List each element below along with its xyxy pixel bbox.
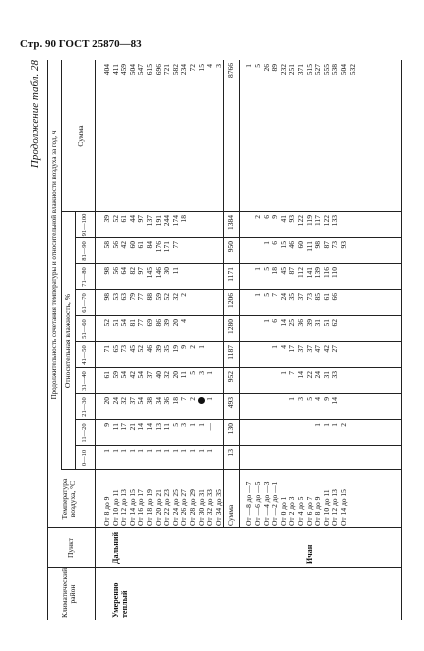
range-header-3: 31—40 <box>81 371 88 391</box>
table-cell: 1 <box>179 449 189 453</box>
table-cell: 66 <box>330 293 340 301</box>
table-cell: 11 <box>110 423 120 431</box>
table-cell: 5 <box>170 423 180 427</box>
table-cell: 1 <box>145 449 154 453</box>
table-cell: 53 <box>110 293 120 301</box>
table-cell: 37 <box>304 345 314 353</box>
table-cell: 30 <box>162 267 172 275</box>
row-sum-cell: 721 <box>162 64 172 76</box>
range-header-1: 11—20 <box>81 423 88 443</box>
table-cell: 17 <box>119 423 129 431</box>
table-cell: 6 <box>270 241 280 245</box>
table-cell: 3 <box>196 371 206 375</box>
total-cell: 950 <box>226 241 236 253</box>
table-cell: 32 <box>119 397 129 405</box>
table-cell: 2 <box>339 423 348 427</box>
table-cell: 42 <box>119 241 129 249</box>
temp-row-label: От 30 до 31 <box>196 489 206 526</box>
table-cell: 51 <box>321 319 331 327</box>
temp-row-label: От 10 до 11 <box>110 489 120 526</box>
table-cell: 11 <box>179 371 189 379</box>
table-cell: 1 <box>196 449 206 453</box>
data-table <box>47 60 401 620</box>
rotated-table-page <box>29 60 401 620</box>
table-cell: 1 <box>205 449 215 453</box>
table-cell: 14 <box>278 319 288 327</box>
table-cell: 46 <box>287 241 297 249</box>
table-cell: 122 <box>321 215 331 227</box>
table-cell: 2 <box>253 215 262 219</box>
col-rule-1 <box>47 567 401 568</box>
table-cell: 174 <box>170 215 180 227</box>
row-sum-cell: 547 <box>136 64 146 76</box>
total-cell: 1280 <box>226 319 236 334</box>
table-cell: 9 <box>321 397 331 401</box>
row-sum-cell: 1 <box>244 64 254 68</box>
table-cell: 141 <box>304 267 314 279</box>
table-cell: 34 <box>153 397 163 405</box>
table-cell: 119 <box>304 215 314 226</box>
table-cell: 44 <box>127 215 137 223</box>
row-sum-cell: 72 <box>188 64 197 72</box>
continuation-label: Продолжение табл. 28 <box>29 60 41 169</box>
table-cell: 5 <box>261 267 271 271</box>
table-cell: 93 <box>339 241 348 249</box>
table-cell: 82 <box>127 267 137 275</box>
table-cell: 79 <box>127 293 137 301</box>
table-cell: 5 <box>261 293 271 297</box>
temp-row-label: От 14 до 15 <box>339 489 348 526</box>
row-sum-cell: 532 <box>347 64 357 76</box>
table-cell: 1 <box>196 423 206 427</box>
table-cell: 9 <box>270 215 280 219</box>
table-cell: 73 <box>119 345 129 353</box>
table-cell: 171 <box>162 241 172 253</box>
table-cell: 37 <box>296 345 305 353</box>
temp-row-label: От 20 до 21 <box>153 489 163 526</box>
table-cell: 58 <box>102 241 111 249</box>
total-cell: 1171 <box>226 267 236 282</box>
table-cell: 7 <box>287 371 297 375</box>
range-header-2: 21—30 <box>81 397 88 417</box>
row-sum-cell: 26 <box>261 64 271 72</box>
table-title: Продолжительность сочетания температуры и относительной влажности воздуха за год, ч <box>50 130 58 400</box>
table-cell: 54 <box>136 397 146 405</box>
table-cell: 20 <box>170 371 180 379</box>
continuation-row <box>29 60 43 620</box>
table-cell: 85 <box>313 293 323 301</box>
table-cell: 64 <box>119 267 129 275</box>
row-sum-cell: 555 <box>321 64 331 76</box>
temp-row-label: От 0 до 1 <box>278 496 288 526</box>
temp-row-label: От —6 до —5 <box>253 481 262 526</box>
total-top-rule <box>223 60 224 528</box>
temp-row-label: От 22 до 23 <box>162 489 172 526</box>
table-cell: 45 <box>127 345 137 353</box>
total-cell: 1384 <box>226 215 236 230</box>
total-bottom-rule <box>239 60 240 528</box>
table-cell: 56 <box>110 267 120 275</box>
table-cell: 9 <box>102 423 111 427</box>
table-cell: 54 <box>136 371 146 379</box>
total-cell: 1187 <box>226 345 236 360</box>
table-cell: 61 <box>102 371 111 379</box>
table-cell: 116 <box>321 267 331 278</box>
table-cell: 111 <box>304 241 314 252</box>
row-sum-cell: 5 <box>253 64 262 68</box>
row-sum-cell: 4 <box>205 64 215 68</box>
table-cell: 4 <box>278 345 288 349</box>
total-cell: 8766 <box>226 63 236 78</box>
table-cell: 73 <box>304 293 314 301</box>
table-cell: 6 <box>261 215 271 219</box>
title-under-rule <box>61 60 62 470</box>
table-cell: 5 <box>188 371 197 375</box>
table-cell: 19 <box>170 345 180 353</box>
humidity-header: Относительная влажность, % <box>63 293 72 389</box>
total-cell: 1206 <box>226 293 236 308</box>
table-cell: 39 <box>304 319 314 327</box>
range-header-7: 71—80 <box>81 267 88 287</box>
range-header-6: 61—70 <box>81 293 88 313</box>
table-cell: 62 <box>330 319 340 327</box>
table-cell: 117 <box>313 215 323 226</box>
table-cell: 52 <box>102 319 111 327</box>
table-cell: 18 <box>170 397 180 405</box>
temp-row-label: От 16 до 17 <box>136 489 146 526</box>
table-cell: 9 <box>179 345 189 349</box>
table-cell: 31 <box>313 319 323 327</box>
table-cell: 31 <box>321 371 331 379</box>
table-cell: 1 <box>136 449 146 453</box>
temp-row-label: От 26 до 27 <box>179 489 189 526</box>
table-cell: 2 <box>188 345 197 349</box>
table-cell: 122 <box>296 215 305 227</box>
table-cell: 24 <box>313 371 323 379</box>
total-cell: 130 <box>226 423 236 435</box>
table-cell: 98 <box>102 267 111 275</box>
table-cell: 1 <box>110 449 120 453</box>
table-cell: 2 <box>179 293 189 297</box>
table-cell: 191 <box>153 215 163 227</box>
table-cell: 137 <box>145 215 154 227</box>
row-sum-cell: 89 <box>270 64 280 72</box>
table-cell: 27 <box>330 345 340 353</box>
row-sum-cell: 234 <box>179 64 189 76</box>
table-cell: 86 <box>153 319 163 327</box>
table-cell: 25 <box>287 319 297 327</box>
table-cell: 61 <box>136 241 146 249</box>
row-sum-cell: 459 <box>119 64 129 76</box>
table-cell: 33 <box>330 371 340 379</box>
table-cell: 59 <box>110 371 120 379</box>
table-cell: 54 <box>119 371 129 379</box>
table-cell: 1 <box>162 449 172 453</box>
table-cell: 87 <box>287 267 297 275</box>
temp-row-label: От 8 до 9 <box>313 496 323 526</box>
table-cell: 98 <box>313 241 323 249</box>
table-cell: 1 <box>278 371 288 375</box>
climate-region-header: Климатический район <box>60 567 77 618</box>
point-header: Пункт <box>66 538 75 559</box>
table-cell: 35 <box>162 345 172 353</box>
temp-row-label: От 28 до 29 <box>188 489 197 526</box>
temp-row-label: От 6 до 7 <box>304 496 314 526</box>
row-sum-cell: 15 <box>196 64 206 72</box>
total-cell: 952 <box>226 371 236 383</box>
table-cell: 42 <box>321 345 331 353</box>
row-sum-cell: 615 <box>145 64 154 76</box>
table-cell: 1 <box>119 449 129 453</box>
table-cell: — <box>205 423 215 431</box>
table-cell: 7 <box>179 397 189 401</box>
table-cell: 112 <box>296 267 305 278</box>
table-cell: 52 <box>162 293 172 301</box>
temp-row-label: От 8 до 9 <box>102 496 111 526</box>
row-sum-cell: 504 <box>339 64 348 76</box>
table-cell: 110 <box>330 267 340 278</box>
temp-row-label: От 32 до 33 <box>205 489 215 526</box>
table-cell: 21 <box>127 423 137 431</box>
table-cell: 7 <box>270 293 280 297</box>
table-cell: 35 <box>287 293 297 301</box>
table-cell: 98 <box>102 293 111 301</box>
table-cell: 93 <box>287 215 297 223</box>
table-cell: 54 <box>119 319 129 327</box>
table-cell: 1 <box>102 449 111 453</box>
table-cell: 1 <box>153 449 163 453</box>
table-cell: 39 <box>153 345 163 353</box>
table-cell: 97 <box>136 215 146 223</box>
table-cell: 37 <box>127 397 137 405</box>
table-cell: 60 <box>127 241 137 249</box>
range-header-8: 81—90 <box>81 241 88 261</box>
temp-row-label: От 12 до 13 <box>119 489 129 526</box>
table-cell: 63 <box>119 293 129 301</box>
table-cell: 1 <box>170 449 180 453</box>
table-cell: 40 <box>153 371 163 379</box>
table-cell: 18 <box>270 267 280 275</box>
table-cell: 14 <box>330 397 340 405</box>
table-cell: 1 <box>313 423 323 427</box>
temp-row-label: От —2 до —1 <box>270 481 280 526</box>
total-cell: 493 <box>226 397 236 409</box>
table-cell: 5 <box>304 397 314 401</box>
table-cell: 22 <box>304 371 314 379</box>
table-cell: 3 <box>296 397 305 401</box>
table-cell: 42 <box>127 371 137 379</box>
row-sum-cell: 504 <box>127 64 137 76</box>
table-cell: 1 <box>205 397 215 401</box>
temperature-header: Температура воздуха, °С <box>60 478 77 520</box>
table-cell: 81 <box>127 319 137 327</box>
row-sum-cell: 527 <box>313 64 323 76</box>
table-cell: 1 <box>188 449 197 453</box>
row-sum-cell: 515 <box>304 64 314 76</box>
sum-header: Сумма <box>76 125 85 147</box>
table-cell: 4 <box>313 397 323 401</box>
table-cell: 39 <box>102 215 111 223</box>
table-cell: 60 <box>296 241 305 249</box>
table-cell: 3 <box>179 423 189 427</box>
table-cell: 1 <box>253 267 262 271</box>
table-cell: 1 <box>287 397 297 401</box>
temp-row-label: От 24 до 25 <box>170 489 180 526</box>
table-cell: 24 <box>278 293 288 301</box>
table-cell: 11 <box>170 267 180 275</box>
temp-row-label: От 2 до 3 <box>287 496 297 526</box>
table-cell: 84 <box>145 241 154 249</box>
table-cell: 11 <box>162 423 172 431</box>
table-cell: 41 <box>278 215 288 223</box>
table-cell: 71 <box>102 345 111 353</box>
table-cell: 36 <box>296 319 305 327</box>
table-cell: 87 <box>321 241 331 249</box>
table-cell: 14 <box>136 423 146 431</box>
temp-row-label: От 12 до 13 <box>330 489 340 526</box>
table-cell: 13 <box>153 423 163 431</box>
table-cell: 20 <box>170 319 180 327</box>
row-sum-cell: 251 <box>287 64 297 76</box>
table-cell: 37 <box>145 371 154 379</box>
table-cell: 39 <box>162 319 172 327</box>
table-cell: 45 <box>278 267 288 275</box>
table-cell: 6 <box>270 319 280 323</box>
row-sum-cell: 371 <box>296 64 305 76</box>
point-label-ichan: Ичан <box>305 544 315 564</box>
table-cell: 20 <box>102 397 111 405</box>
temp-row-label: От 4 до 5 <box>296 496 305 526</box>
table-cell: 46 <box>145 345 154 353</box>
table-bottom-rule <box>401 60 402 620</box>
table-cell: 37 <box>296 293 305 301</box>
row-sum-cell: 232 <box>278 64 288 76</box>
range-header-4: 41—50 <box>81 345 88 365</box>
table-cell: 1 <box>196 345 206 349</box>
table-cell: 52 <box>110 215 120 223</box>
table-cell: 69 <box>145 319 154 327</box>
table-top-rule <box>47 60 48 620</box>
table-cell: 1 <box>261 241 271 245</box>
total-row-label: Сумма <box>226 504 236 526</box>
table-cell: 47 <box>313 345 323 353</box>
table-cell: 1 <box>330 423 340 427</box>
table-cell: 32 <box>162 371 172 379</box>
total-cell: 13 <box>226 449 236 457</box>
temp-row-label: От —8 до —7 <box>244 481 254 526</box>
table-cell: 1 <box>205 371 215 375</box>
table-cell: 24 <box>110 397 120 405</box>
table-cell: 38 <box>145 397 154 405</box>
table-cell: 77 <box>136 293 146 301</box>
row-sum-cell: 582 <box>170 64 180 76</box>
temp-row-label: От 34 до 35 <box>213 489 223 526</box>
row-sum-cell: 411 <box>110 64 120 75</box>
table-cell: 18 <box>179 215 189 223</box>
table-cell: 14 <box>145 423 154 431</box>
region-label: Умеренно теплый <box>111 582 129 618</box>
temp-row-label: От 14 до 15 <box>127 489 137 526</box>
header-bottom-rule <box>95 60 96 620</box>
range-header-9: 91—100 <box>81 213 88 237</box>
table-cell: 77 <box>136 319 146 327</box>
table-cell: 1 <box>270 345 280 349</box>
table-cell: 88 <box>145 293 154 301</box>
table-cell: 1 <box>127 449 137 453</box>
range-header-0: 0—10 <box>81 449 88 467</box>
page-header: Стр. 90 ГОСТ 25870—83 <box>20 38 142 50</box>
table-cell: 56 <box>110 241 120 249</box>
row-sum-cell: 696 <box>153 64 163 76</box>
table-cell: 51 <box>110 319 120 327</box>
table-cell: 32 <box>170 293 180 301</box>
table-cell: 1 <box>188 423 197 427</box>
table-cell: 61 <box>321 293 331 301</box>
table-cell: 17 <box>287 345 297 353</box>
table-cell: 14 <box>296 371 305 379</box>
table-cell: 145 <box>145 267 154 279</box>
table-cell: 133 <box>330 215 340 227</box>
range-header-5: 51—60 <box>81 319 88 339</box>
temp-row-label: От —4 до —3 <box>261 481 271 526</box>
point-label-dalniy: Дальний <box>111 531 120 564</box>
table-cell: 146 <box>153 267 163 279</box>
table-cell: 139 <box>313 267 323 279</box>
table-cell: 65 <box>110 345 120 353</box>
table-cell: 244 <box>162 215 172 227</box>
table-cell: 73 <box>330 241 340 249</box>
table-cell: 52 <box>136 345 146 353</box>
row-sum-cell: 538 <box>330 64 340 76</box>
temp-row-label: От 10 до 11 <box>321 489 331 526</box>
temp-row-label: От 18 до 19 <box>145 489 154 526</box>
table-cell: 97 <box>136 267 146 275</box>
table-cell: 1 <box>261 319 271 323</box>
table-cell: 1 <box>253 293 262 297</box>
table-cell: 59 <box>153 293 163 301</box>
row-sum-cell: 3 <box>213 64 223 68</box>
table-cell: 4 <box>179 319 189 323</box>
table-cell: 176 <box>153 241 163 253</box>
table-cell: 2 <box>188 397 197 401</box>
table-cell: 36 <box>162 397 172 405</box>
table-cell: 15 <box>278 241 288 249</box>
row-sum-cell: 404 <box>102 64 111 76</box>
table-cell: 77 <box>170 241 180 249</box>
table-cell: 61 <box>119 215 129 223</box>
table-cell: 1 <box>321 423 331 427</box>
